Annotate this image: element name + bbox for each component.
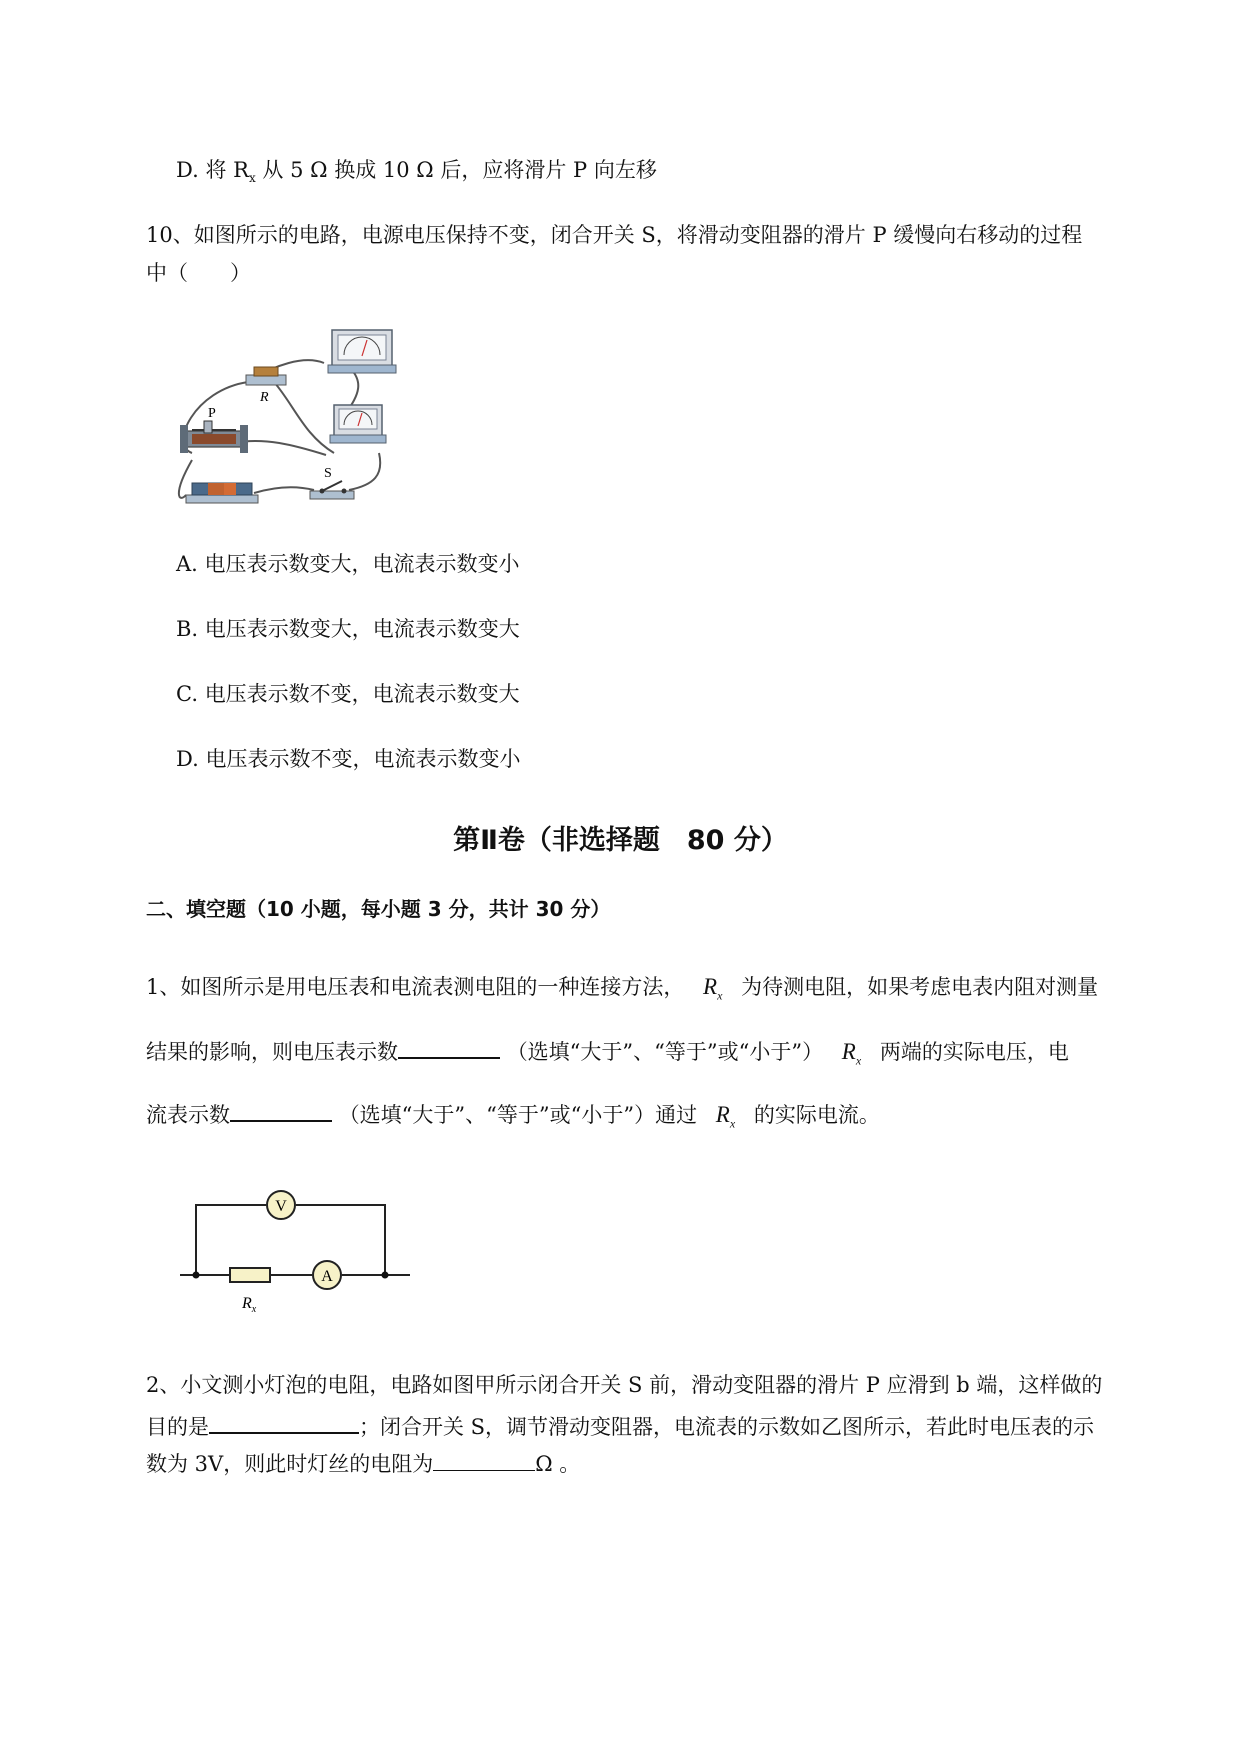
label-s: S: [324, 466, 332, 481]
fill1-text: 的实际电流。: [753, 1103, 880, 1127]
wire: [349, 453, 380, 490]
resistor-r-icon: [246, 367, 286, 385]
svg-text:V: V: [275, 1198, 287, 1215]
q9-option-d: [176, 155, 657, 193]
q10-option-c: [176, 679, 520, 709]
ammeter-icon: [313, 1261, 341, 1289]
fill2-line1: 2、小文测小灯泡的电阻，电路如图甲所示闭合开关 S 前，滑动变阻器的滑片 P 应滑到 b 端，这样做的: [146, 1373, 1103, 1397]
fill1-text: （选填“大于”、“等于”或“小于”）通过: [338, 1103, 698, 1127]
rx-variable: $R_x$: [715, 1102, 736, 1131]
voltmeter-ammeter-circuit-diagram: [178, 1190, 414, 1322]
fill2-line2: [146, 1410, 1094, 1442]
voltmeter-icon: [267, 1191, 295, 1219]
wire: [196, 1205, 266, 1275]
wire: [254, 487, 314, 493]
circuit-apparatus-figure: [174, 325, 414, 507]
fill1-text: 流表示数: [146, 1103, 230, 1127]
option-letter: B.: [176, 617, 199, 641]
wire: [296, 1205, 385, 1275]
option-text-post: 从 5 Ω 换成 10 Ω 后，应将滑片 P 向左移: [255, 158, 657, 182]
svg-text:A: A: [321, 1268, 333, 1285]
fill2-line3: [146, 1448, 580, 1479]
option-text: 电压表示数变大，电流表示数变小: [204, 552, 520, 576]
voltmeter-icon: [328, 330, 396, 373]
fill1-text: 1、如图所示是用电压表和电流表测电阻的一种连接方法，: [146, 975, 685, 999]
option-letter: A.: [176, 552, 198, 576]
answer-blank[interactable]: [230, 1098, 332, 1122]
junction-dot: [193, 1272, 200, 1279]
option-subscript: x: [248, 171, 256, 186]
wire: [274, 382, 334, 453]
option-text-pre: 将 R: [205, 158, 249, 182]
option-text: 电压表示数变大，电流表示数变大: [204, 617, 520, 641]
fill1-text: （选填“大于”、“等于”或“小于”）: [506, 1040, 824, 1064]
answer-blank[interactable]: [433, 1448, 535, 1471]
section-title: 二、填空题（10 小题，每小题 3 分，共计 30 分）: [146, 897, 611, 921]
resistor-rx-icon: [230, 1268, 270, 1282]
label-rx: $R_x$: [242, 1295, 257, 1315]
option-text: 电压表示数不变，电流表示数变小: [205, 747, 521, 771]
option-letter: C.: [176, 682, 198, 706]
q10-stem-line2: 中（ ）: [146, 261, 251, 285]
fill2-text: Ω 。: [535, 1452, 581, 1476]
rheostat-icon: [180, 421, 248, 453]
fill2-text: ；闭合开关 S，调节滑动变阻器，电流表的示数如乙图所示，若此时电压表的示: [359, 1415, 1095, 1439]
option-text: 电压表示数不变，电流表示数变大: [204, 682, 520, 706]
junction-dot: [382, 1272, 389, 1279]
fill1-text: 结果的影响，则电压表示数: [146, 1040, 398, 1064]
option-letter: D.: [176, 158, 199, 182]
q10-option-d: [176, 744, 520, 774]
option-letter: D.: [176, 747, 199, 771]
ammeter-icon: [330, 405, 386, 443]
rx-variable: $R_x$: [841, 1039, 862, 1068]
fill1-text: 两端的实际电压，电: [879, 1040, 1069, 1064]
label-p: P: [208, 406, 216, 421]
battery-icon: [186, 483, 258, 503]
switch-icon: [310, 481, 354, 499]
fill2-text: 目的是: [146, 1415, 209, 1439]
answer-blank[interactable]: [398, 1035, 500, 1059]
rx-variable: $R_x$: [703, 974, 723, 1003]
fill2-text: 数为 3V，则此时灯丝的电阻为: [146, 1452, 434, 1476]
part2-title: 第Ⅱ卷（非选择题 80 分）: [453, 825, 788, 856]
q10-option-b: [176, 614, 520, 644]
fill1-line2: [146, 1035, 1069, 1076]
q10-option-a: [176, 549, 520, 579]
label-r: R: [260, 390, 269, 405]
fill1-line1: [146, 972, 1098, 1011]
wire: [179, 460, 192, 498]
fill1-text: 为待测电阻，如果考虑电表内阻对测量: [741, 975, 1099, 999]
answer-blank[interactable]: [209, 1410, 359, 1434]
q10-stem-line1: 10、如图所示的电路，电源电压保持不变，闭合开关 S，将滑动变阻器的滑片 P 缓慢向右移动的过程: [146, 223, 1083, 247]
fill1-line3: [146, 1098, 880, 1139]
